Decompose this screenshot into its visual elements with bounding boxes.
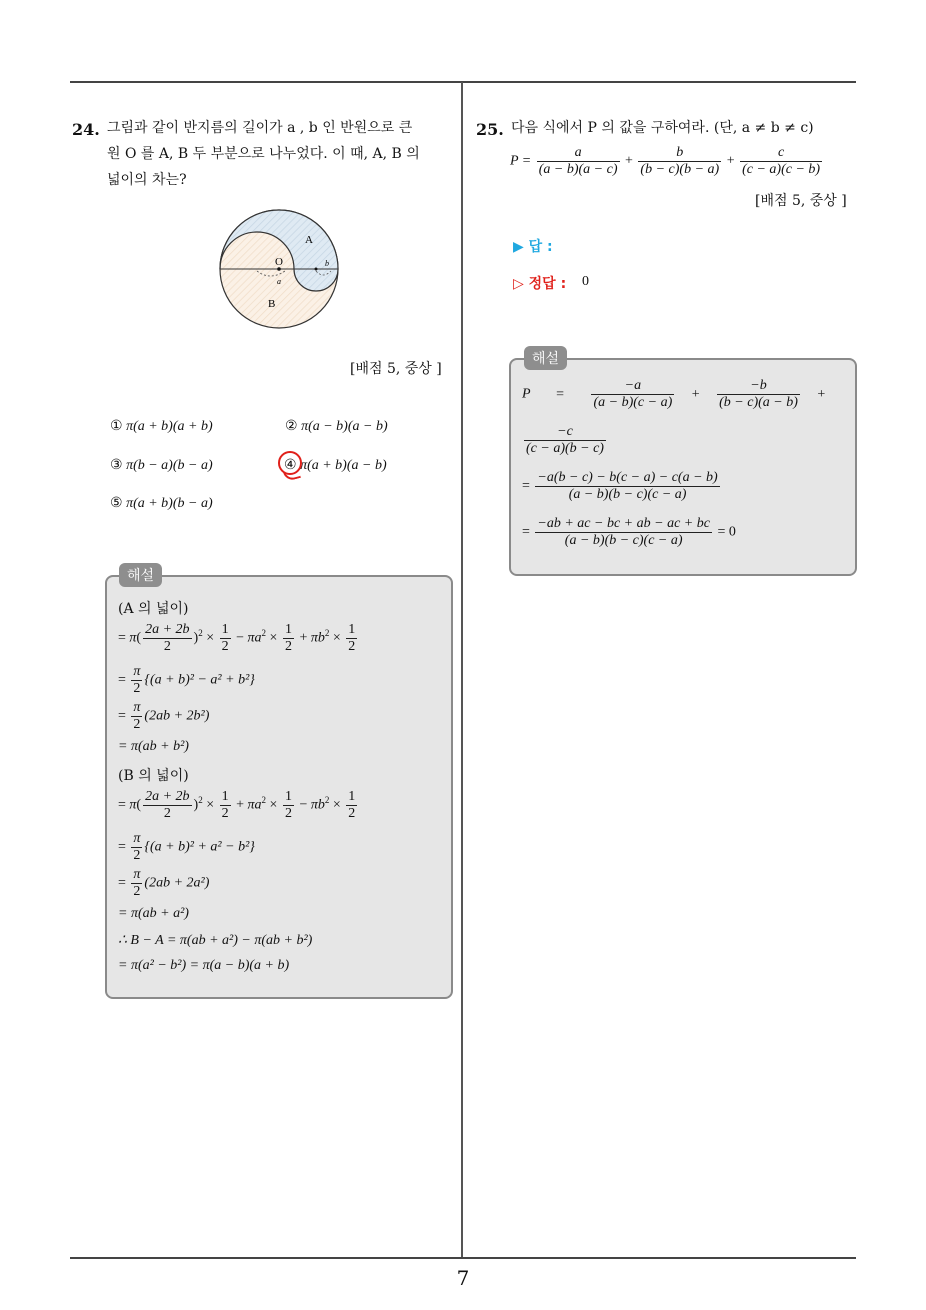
q25-number: 25. [476,120,504,139]
q24-solution-tag: 해설 [119,563,162,587]
frac [346,789,357,822]
frac [283,622,294,655]
sol25-line3 [522,470,722,503]
q24-text-line-1: 그림과 같이 반지름의 길이가 a , b 인 반원으로 큰 [107,120,413,136]
equals: = [556,386,564,402]
result: = 0 [717,524,736,540]
frac-den: 2 [133,884,141,899]
equals: = [522,524,530,540]
label-radius-a: a [277,277,281,286]
frac-den: 2 [284,806,292,821]
frac-num: −a(b − c) − b(c − a) − c(a − b) [537,470,718,485]
frac [524,424,606,457]
sol24-a-line3: = $\frac{\pi}{2}$ (2ab + 2b²) [118,700,210,732]
q24-number: 24. [72,120,100,139]
q25-equation [510,145,824,178]
frac-den: 2 [133,681,141,696]
sol25-line1 [522,378,825,411]
choice-5-expr: π(a + b)(b − a) [126,496,213,511]
label-b-region: B [268,298,276,310]
frac [220,789,231,822]
frac-num: 2a + 2b [145,622,190,637]
plus-sign: + [691,386,700,402]
q24-text [107,115,420,193]
frac-den: (a − b)(a − c) [538,162,618,177]
frac [740,145,822,178]
sol25-line2 [522,424,608,457]
pi-symbol: π [129,797,137,813]
choice-3-expr: π(b − a)(b − a) [126,458,213,473]
frac [535,470,719,503]
label-radius-b: b [325,259,329,268]
equals: = [522,478,530,494]
frac-den: 2 [221,639,229,654]
choice-2-expr: π(a − b)(a − b) [301,419,388,434]
q24-text-line-3: 넓이의 차는? [107,172,187,188]
choice-2[interactable] [285,418,388,435]
plus-sign: + [726,153,735,169]
frac [220,622,231,655]
page-number: 7 [456,1266,470,1290]
frac-den: (c − a)(c − b) [742,162,821,177]
choice-1-expr: π(a + b)(a + b) [126,419,213,434]
correct-answer-label: ▷ 정답 : [513,276,567,292]
expr: {(a + b)² − a² + b²} [144,672,255,688]
sol24-final: = π(a² − b²) = π(a − b)(a + b) [118,958,290,973]
sol24-b-line4: = π(ab + a²) [118,906,189,921]
q24-text-line-2: 원 O 를 A, B 두 부분으로 나누었다. 이 때, A, B 의 [107,146,420,162]
plus-sign: + [817,386,826,402]
frac-num: 1 [284,622,292,637]
expr: {(a + b)² + a² − b²} [144,839,255,855]
frac-num: c [740,145,822,162]
choice-4-expr: π(a + b)(a − b) [300,458,387,473]
frac [283,789,294,822]
frac [131,867,142,900]
choice-5-mark: ⑤ [110,496,123,511]
sol24-a-head: (A 의 넓이) [118,601,189,617]
frac-den: 2 [284,639,292,654]
frac [131,831,142,864]
bottom-rule [70,1257,856,1259]
sol24-b-line3: = $\frac{\pi}{2}$ (2ab + 2a²) [118,867,210,899]
frac-num: π [133,700,141,715]
frac [143,622,191,655]
frac-num: π [133,831,141,846]
frac-den: (a − b)(c − a) [593,395,673,410]
frac-den: 2 [348,639,356,654]
frac-num: a [537,145,620,162]
frac [638,145,721,178]
choice-4-mark: ④ [284,458,297,473]
frac [131,664,142,697]
frac-den: 2 [133,848,141,863]
plus-sign: + [625,153,633,169]
label-o: O [275,256,283,268]
sol24-therefore: ∴ B − A = π(ab + a²) − π(ab + b²) [118,933,313,948]
correct-answer-value: 0 [582,274,589,289]
frac-num: 2a + 2b [145,789,190,804]
frac [591,378,674,411]
pi-symbol: π [129,630,137,646]
sol24-a-line4: = π(ab + b²) [118,739,189,754]
frac [143,789,191,822]
p-symbol: P [522,386,531,402]
frac-num: −b [717,378,800,395]
frac-den: (c − a)(b − c) [526,441,604,456]
label-a-region: A [305,234,313,246]
frac-num: π [133,867,141,882]
q25-score: [배점 5, 중상 ] [755,193,847,209]
q25-text: 다음 식에서 P 의 값을 구하여라. (단, a ≠ b ≠ c) [511,120,814,136]
center-b-dot [315,268,318,271]
frac-num: 1 [284,789,292,804]
choice-1-mark: ① [110,419,123,434]
frac [717,378,800,411]
sol24-b-head: (B 의 넓이) [118,768,189,784]
choice-3-mark: ③ [110,458,123,473]
frac-num: −ab + ac − bc + ab − ac + bc [537,516,710,531]
frac-num: −c [524,424,606,441]
frac-den: 2 [348,806,356,821]
frac-den: 2 [163,806,171,821]
frac-num: b [638,145,721,162]
sol24-b-line2: = $\frac{\pi}{2}$ {(a + b)² + a² − b²} [118,831,255,863]
sol24-a-line1: = π( $\frac{2a + 2b}{2}$ )$^2$ × $\frac{1}{2}$ − $\pi a^2$ × $\frac{1}{2}$ + $\pi b^2$ × $\frac{1}{2}$ [118,622,356,654]
q25-solution-tag: 해설 [524,346,567,370]
top-rule [70,81,856,83]
yin-yang-figure [215,205,345,335]
p-label: P = [510,153,532,169]
frac-num: 1 [221,789,229,804]
frac [535,516,712,549]
q24-score: [배점 5, 중상 ] [350,361,442,377]
frac [537,145,620,178]
frac-num: 1 [348,622,356,637]
frac-num: π [133,664,141,679]
column-divider [461,82,463,1258]
frac-den: (a − b)(b − c)(c − a) [568,487,687,502]
frac-num: 1 [348,789,356,804]
expr: (2ab + 2a²) [144,875,210,891]
frac-num: 1 [221,622,229,637]
frac-den: (b − c)(a − b) [719,395,798,410]
frac [131,700,142,733]
sol25-line4 [522,516,736,549]
sol24-b-line1: = π( $\frac{2a + 2b}{2}$ )$^2$ × $\frac{1}{2}$ + $\pi a^2$ × $\frac{1}{2}$ − $\pi b^2$ × $\frac{1}{2}$ [118,789,356,821]
frac-den: (b − c)(b − a) [640,162,720,177]
frac [346,622,357,655]
expr: (2ab + 2b²) [144,708,210,724]
frac-den: 2 [133,717,141,732]
choice-1[interactable] [110,418,213,435]
sol24-a-line2: = $\frac{\pi}{2}$ {(a + b)² − a² + b²} [118,664,255,696]
choice-5[interactable] [110,495,213,512]
choice-3[interactable] [110,457,213,474]
answer-label: ▶ 답 : [513,239,553,255]
frac-num: −a [591,378,674,395]
choice-2-mark: ② [285,419,298,434]
frac-den: 2 [221,806,229,821]
frac-den: (a − b)(b − c)(c − a) [564,533,683,548]
frac-den: 2 [163,639,171,654]
